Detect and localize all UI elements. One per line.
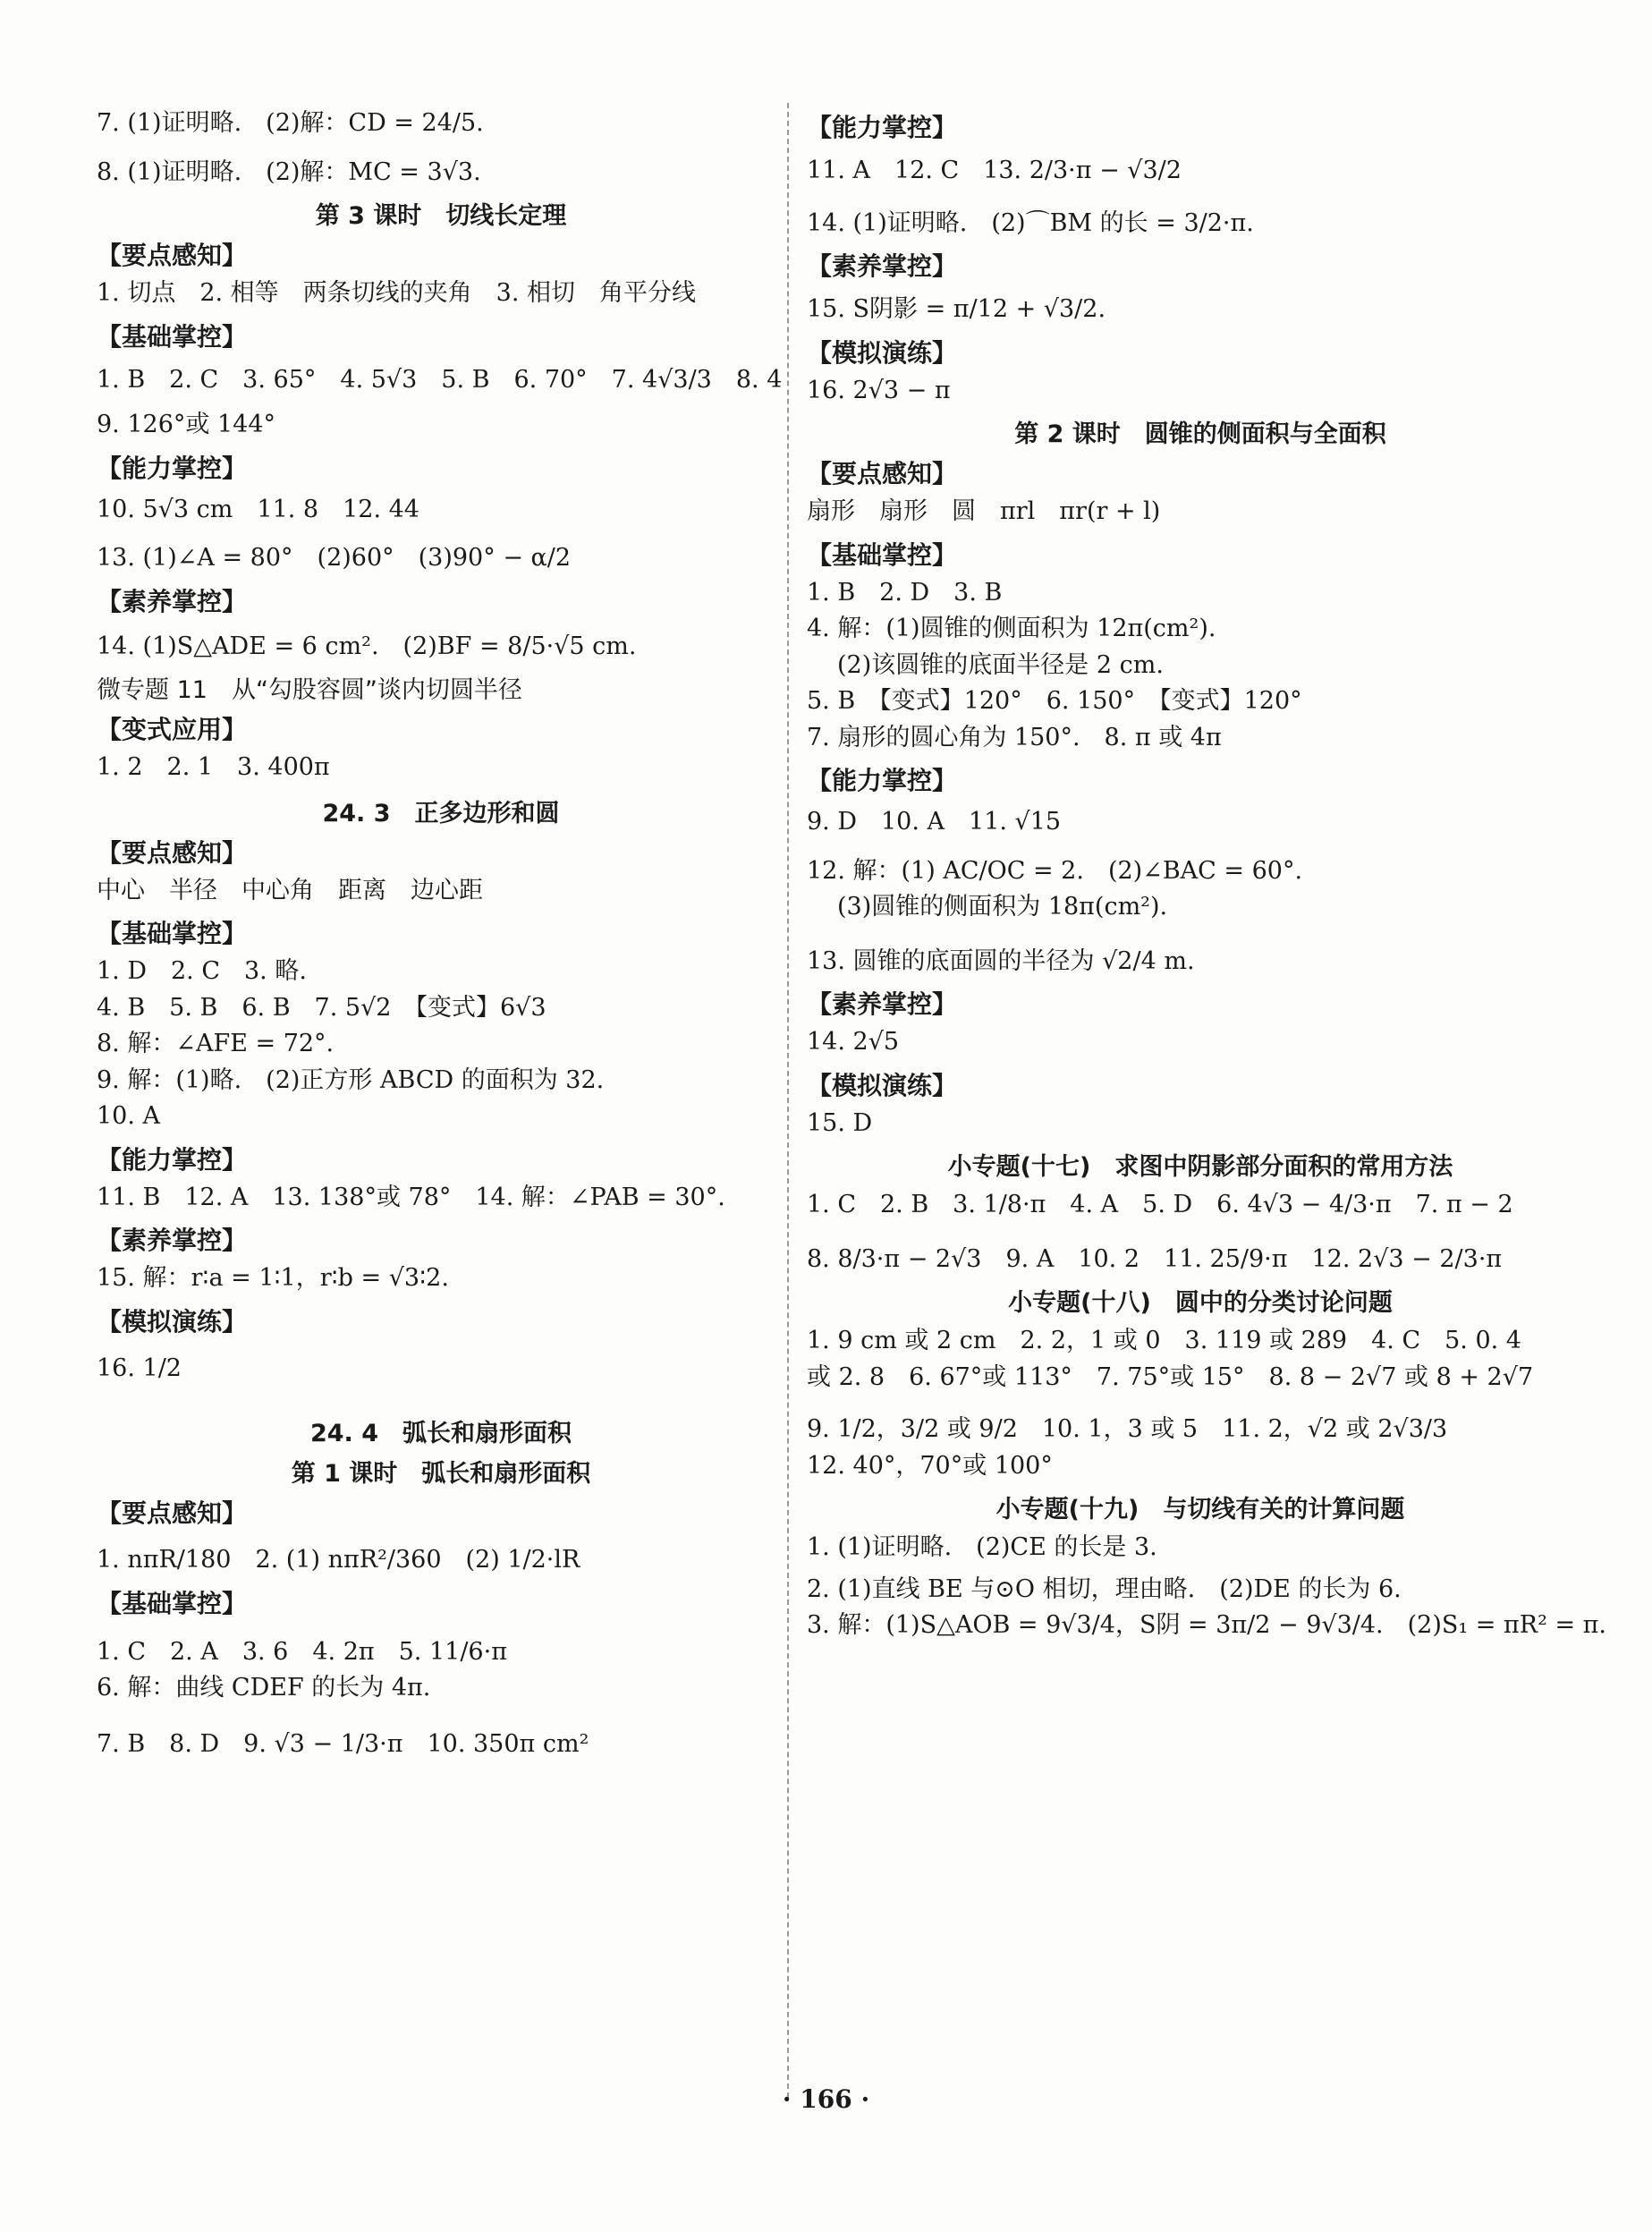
answer-line: 16. 1/2	[97, 1354, 182, 1382]
answer-line: 14. (1)S△ADE = 6 cm². (2)BF = 8/5·√5 cm.	[97, 632, 637, 660]
answer-line: 1. C 2. A 3. 6 4. 2π 5. 11/6·π	[97, 1637, 507, 1666]
answer-line: 15. S阴影 = π/12 + √3/2.	[807, 295, 1106, 323]
answer-line: 2. (1)直线 BE 与⊙O 相切，理由略. (2)DE 的长为 6.	[807, 1574, 1402, 1603]
answer-line: 7. B 8. D 9. √3 − 1/3·π 10. 350π cm²	[97, 1729, 589, 1758]
section-heading: 【变式应用】	[97, 715, 248, 744]
answer-line: 9. 126°或 144°	[97, 411, 275, 438]
section-heading: 【基础掌控】	[807, 539, 958, 570]
section-heading: 【基础掌控】	[97, 321, 248, 352]
topic-title: 微专题 11 从“勾股容圆”谈内切圆半径	[97, 676, 522, 704]
answer-line: 中心 半径 中心角 距离 边心距	[97, 876, 483, 904]
answer-line: 10. A	[97, 1102, 161, 1130]
answer-line: 或 2. 8 6. 67°或 113° 7. 75°或 15° 8. 8 − 2√7 或 8 + 2√7	[807, 1362, 1534, 1391]
answer-line: 扇形 扇形 圆 πrl πr(r + l)	[807, 497, 1161, 525]
lesson-title: 24. 4 弧长和扇形面积	[309, 1420, 572, 1447]
section-heading: 【模拟演练】	[807, 337, 958, 368]
section-heading: 【素养掌控】	[97, 1226, 248, 1255]
lesson-title: 第 1 课时 弧长和扇形面积	[291, 1460, 591, 1488]
answer-line: 6. 解：曲线 CDEF 的长为 4π.	[97, 1674, 431, 1702]
answer-line: 1. B 2. C 3. 65° 4. 5√3 5. B 6. 70° 7. 4√3/3 8. 4	[97, 365, 783, 394]
lesson-title: 小专题(十九) 与切线有关的计算问题	[995, 1496, 1405, 1523]
section-heading: 【能力掌控】	[97, 453, 248, 483]
answer-line: 1. nπR/180 2. (1) nπR²/360 (2) 1/2·lR	[97, 1546, 580, 1574]
answer-line: (3)圆锥的侧面积为 18π(cm²).	[837, 893, 1168, 921]
answer-line: 1. B 2. D 3. B	[807, 578, 1003, 607]
section-heading: 【基础掌控】	[97, 919, 248, 948]
section-heading: 【素养掌控】	[807, 989, 958, 1019]
answer-line: 1. D 2. C 3. 略.	[97, 957, 307, 985]
section-heading: 【模拟演练】	[807, 1070, 958, 1100]
answer-line: 8. (1)证明略. (2)解：MC = 3√3.	[97, 157, 481, 186]
answer-line: 9. D 10. A 11. √15	[807, 808, 1062, 836]
answer-line: 7. (1)证明略. (2)解：CD = 24/5.	[97, 109, 484, 137]
lesson-title: 24. 3 正多边形和圆	[322, 799, 560, 827]
answer-line: 11. B 12. A 13. 138°或 78° 14. 解：∠PAB = 30°.	[97, 1183, 725, 1211]
section-heading: 【要点感知】	[97, 837, 248, 868]
section-heading: 【能力掌控】	[807, 766, 958, 795]
answer-line: 4. B 5. B 6. B 7. 5√2 【变式】6√3	[97, 993, 546, 1022]
answer-line: 3. 解：(1)S△AOB = 9√3/4，S阴 = 3π/2 − 9√3/4. (2)S₁ = πR² = π.	[807, 1611, 1607, 1639]
answer-line: (2)该圆锥的底面半径是 2 cm.	[837, 650, 1164, 679]
answer-line: 13. (1)∠A = 80° (2)60° (3)90° − α/2	[97, 544, 572, 572]
answer-line: 5. B 【变式】120° 6. 150° 【变式】120°	[807, 687, 1302, 715]
section-heading: 【模拟演练】	[97, 1306, 248, 1337]
answer-line: 1. 9 cm 或 2 cm 2. 2，1 或 0 3. 119 或 289 4. C 5. 0. 4	[807, 1327, 1521, 1354]
page-number: · 166 ·	[782, 2084, 870, 2114]
answer-line: 11. A 12. C 13. 2/3·π − √3/2	[807, 157, 1182, 184]
answer-line: 8. 8/3·π − 2√3 9. A 10. 2 11. 25/9·π 12. 2√3 − 2/3·π	[807, 1244, 1503, 1273]
answer-line: 1. C 2. B 3. 1/8·π 4. A 5. D 6. 4√3 − 4/3·π 7. π − 2	[807, 1191, 1513, 1218]
answer-line: 1. 切点 2. 相等 两条切线的夹角 3. 相切 角平分线	[97, 279, 697, 307]
section-heading: 【要点感知】	[807, 459, 958, 488]
answer-line: 14. (1)证明略. (2)⌒BM 的长 = 3/2·π.	[807, 208, 1254, 237]
answer-line: 7. 扇形的圆心角为 150°. 8. π 或 4π	[807, 723, 1222, 751]
answer-line: 9. 解：(1)略. (2)正方形 ABCD 的面积为 32.	[97, 1065, 605, 1094]
lesson-title: 第 3 课时 切线长定理	[315, 202, 567, 230]
answer-line: 15. D	[807, 1108, 873, 1137]
right-column	[787, 103, 1607, 2098]
answer-line: 1. 2 2. 1 3. 400π	[97, 753, 330, 781]
answer-line: 1. (1)证明略. (2)CE 的长是 3.	[807, 1533, 1157, 1561]
answer-line: 12. 40°，70°或 100°	[807, 1451, 1053, 1480]
lesson-title: 小专题(十七) 求图中阴影部分面积的常用方法	[947, 1153, 1453, 1181]
section-heading: 【素养掌控】	[807, 251, 958, 281]
answer-line: 13. 圆锥的底面圆的半径为 √2/4 m.	[807, 946, 1195, 975]
section-heading: 【基础掌控】	[97, 1588, 248, 1618]
section-heading: 【素养掌控】	[97, 586, 248, 616]
answer-line: 10. 5√3 cm 11. 8 12. 44	[97, 495, 419, 523]
section-heading: 【能力掌控】	[807, 113, 958, 142]
answer-line: 8. 解：∠AFE = 72°.	[97, 1030, 335, 1057]
answer-line: 4. 解：(1)圆锥的侧面积为 12π(cm²).	[807, 615, 1216, 642]
answer-line: 16. 2√3 − π	[807, 376, 951, 404]
lesson-title: 小专题(十八) 圆中的分类讨论问题	[1008, 1289, 1393, 1317]
answer-line: 15. 解：r∶a = 1∶1，r∶b = √3∶2.	[97, 1264, 449, 1292]
lesson-title: 第 2 课时 圆锥的侧面积与全面积	[1014, 420, 1386, 448]
answer-line: 14. 2√5	[807, 1028, 900, 1056]
section-heading: 【要点感知】	[97, 1498, 248, 1528]
section-heading: 【能力掌控】	[97, 1144, 248, 1175]
left-column	[97, 106, 785, 1762]
answer-line: 12. 解：(1) AC/OC = 2. (2)∠BAC = 60°.	[807, 856, 1303, 885]
answer-line: 9. 1/2，3/2 或 9/2 10. 1，3 或 5 11. 2，√2 或 2√3/3	[807, 1415, 1448, 1443]
section-heading: 【要点感知】	[97, 241, 248, 270]
